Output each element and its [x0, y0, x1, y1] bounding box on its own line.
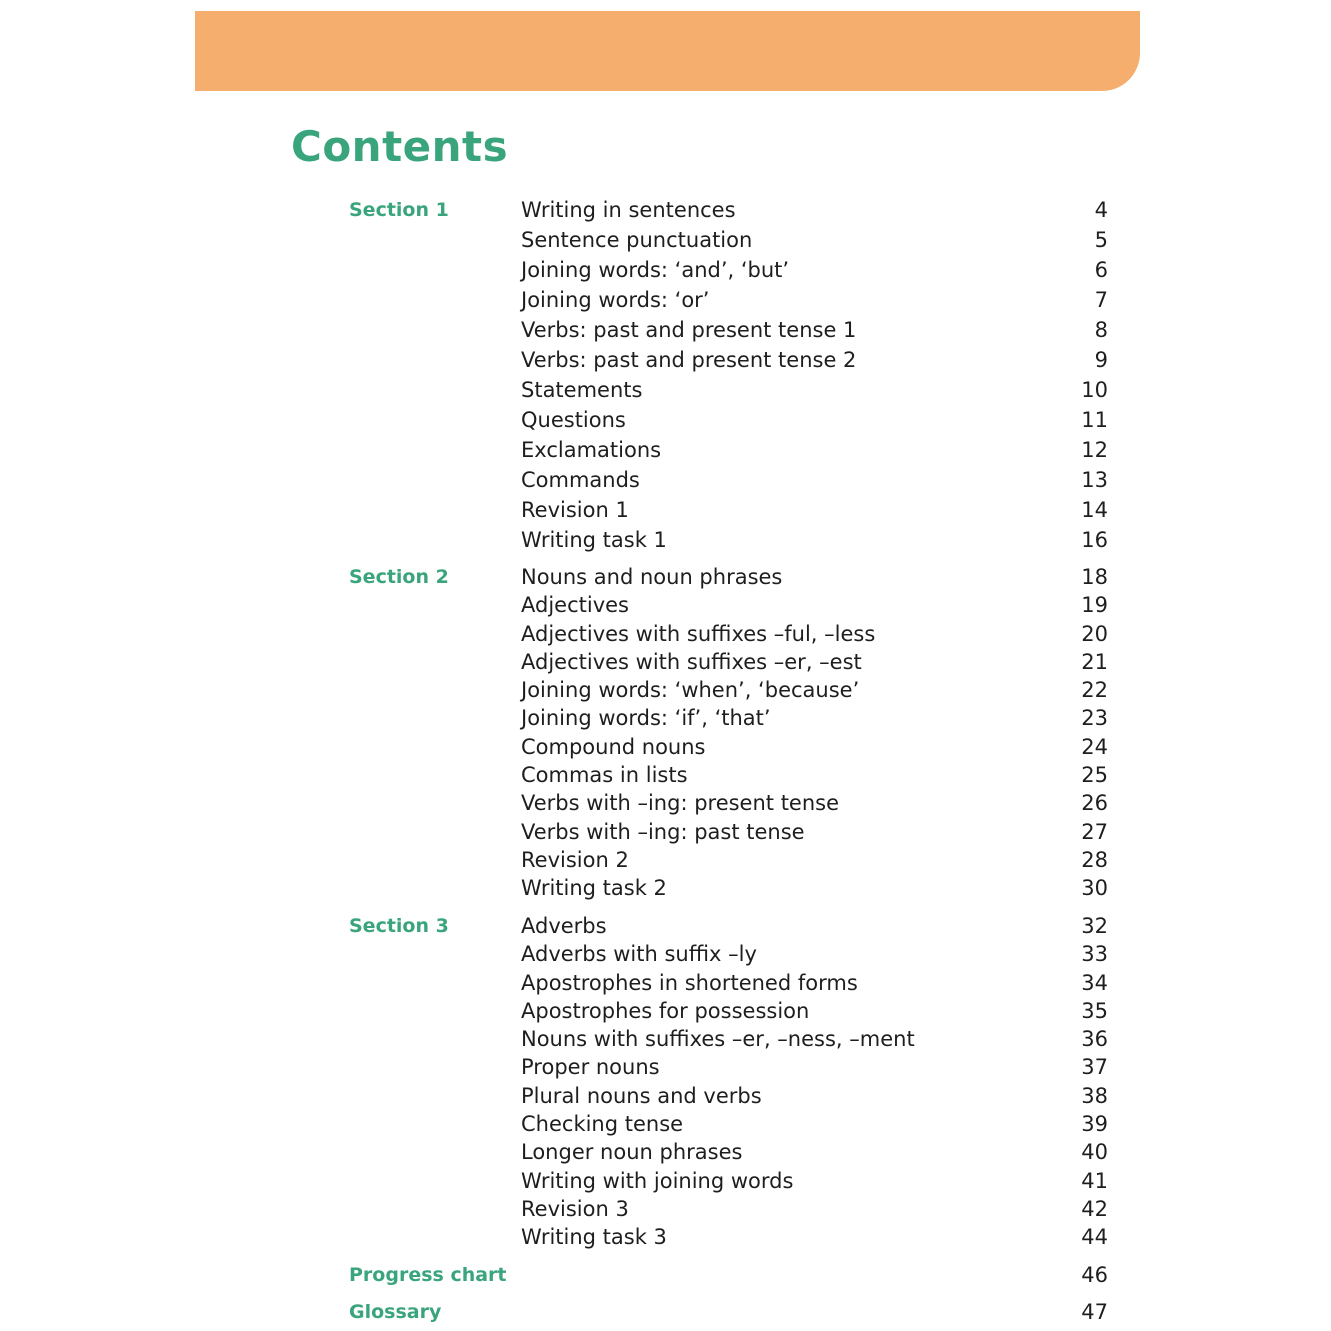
- entry-title: Adverbs with suffix –ly: [521, 942, 757, 967]
- entry-title: Revision 1: [521, 498, 629, 522]
- entry-title: Sentence punctuation: [521, 228, 753, 252]
- entry-page-number: 44: [1081, 1225, 1108, 1250]
- entry-title: Questions: [521, 408, 626, 432]
- entry-title: Verbs with –ing: present tense: [521, 791, 840, 816]
- toc-entry[interactable]: [0, 1194, 1331, 1222]
- entry-title: Compound nouns: [521, 734, 706, 759]
- entry-page-number: 27: [1081, 819, 1108, 844]
- toc-glossary[interactable]: [0, 1297, 1331, 1327]
- toc-entry[interactable]: [0, 525, 1331, 555]
- entry-title: Verbs: past and present tense 2: [521, 348, 857, 372]
- entry-page-number: 4: [1094, 198, 1108, 222]
- toc-entry[interactable]: [0, 315, 1331, 345]
- toc-entry[interactable]: [0, 345, 1331, 375]
- toc-entry[interactable]: [0, 873, 1331, 901]
- entry-title: Writing with joining words: [521, 1168, 794, 1193]
- toc-entry[interactable]: [0, 996, 1331, 1024]
- entry-page-number: 36: [1081, 1027, 1108, 1052]
- entry-page-number: 8: [1094, 318, 1108, 342]
- page-title: Contents: [291, 122, 509, 171]
- entry-title: Writing in sentences: [521, 198, 736, 222]
- entry-page-number: 35: [1081, 998, 1108, 1023]
- entry-title: Adjectives: [521, 593, 629, 618]
- entry-page-number: 40: [1081, 1140, 1108, 1165]
- entry-page-number: 34: [1081, 970, 1108, 995]
- entry-page-number: 20: [1081, 621, 1108, 646]
- entry-page-number: 10: [1081, 378, 1108, 402]
- entry-title: Adjectives with suffixes –ful, –less: [521, 621, 876, 646]
- entry-page-number: 26: [1081, 791, 1108, 816]
- toc-entry[interactable]: [0, 562, 1331, 590]
- toc-entry[interactable]: [0, 911, 1331, 939]
- toc-entry[interactable]: [0, 195, 1331, 225]
- toc-entry[interactable]: [0, 703, 1331, 731]
- entry-page-number: 11: [1081, 408, 1108, 432]
- header-banner: [195, 11, 1140, 91]
- extra-label: Glossary: [349, 1301, 442, 1323]
- entry-title: Adverbs: [521, 914, 607, 938]
- entry-page-number: 33: [1081, 942, 1108, 967]
- entry-title: Writing task 1: [521, 528, 667, 552]
- entry-title: Joining words: ‘if’, ‘that’: [521, 706, 771, 731]
- toc-entry[interactable]: [0, 647, 1331, 675]
- entry-page-number: 42: [1081, 1196, 1108, 1221]
- entry-title: Verbs: past and present tense 1: [521, 318, 857, 342]
- entry-title: Longer noun phrases: [521, 1140, 743, 1165]
- toc-entry[interactable]: [0, 939, 1331, 967]
- entry-page-number: 14: [1081, 498, 1108, 522]
- entry-page-number: 12: [1081, 438, 1108, 462]
- entry-title: Commands: [521, 468, 640, 492]
- entry-title: Nouns with suffixes –er, –ness, –ment: [521, 1027, 915, 1052]
- section-entries: [0, 195, 1331, 555]
- toc-entry[interactable]: [0, 845, 1331, 873]
- entry-title: Adjectives with suffixes –er, –est: [521, 649, 862, 674]
- entry-page-number: 21: [1081, 649, 1108, 674]
- entry-title: Apostrophes in shortened forms: [521, 970, 858, 995]
- entry-title: Joining words: ‘and’, ‘but’: [521, 258, 790, 282]
- toc-entry[interactable]: [0, 465, 1331, 495]
- entry-page-number: 6: [1094, 258, 1108, 282]
- entry-title: Exclamations: [521, 438, 662, 462]
- section-label[interactable]: Section 2: [349, 566, 449, 588]
- entry-title: Revision 3: [521, 1196, 629, 1221]
- entry-title: Joining words: ‘when’, ‘because’: [521, 678, 860, 703]
- toc-entry[interactable]: [0, 590, 1331, 618]
- toc-entry[interactable]: [0, 405, 1331, 435]
- extra-label: Progress chart: [349, 1264, 507, 1286]
- entry-page-number: 38: [1081, 1083, 1108, 1108]
- toc-progress-chart[interactable]: [0, 1260, 1331, 1290]
- toc-entry[interactable]: [0, 675, 1331, 703]
- entry-page-number: 39: [1081, 1112, 1108, 1137]
- entry-title: Writing task 2: [521, 876, 667, 901]
- entry-title: Joining words: ‘or’: [521, 288, 710, 312]
- entry-page-number: 46: [1081, 1263, 1108, 1287]
- entry-page-number: 47: [1081, 1300, 1108, 1324]
- entry-page-number: 37: [1081, 1055, 1108, 1080]
- toc-entry[interactable]: [0, 1024, 1331, 1052]
- entry-page-number: 28: [1081, 847, 1108, 872]
- toc-entry[interactable]: [0, 1166, 1331, 1194]
- section-entries: [0, 911, 1331, 1251]
- toc-entry[interactable]: [0, 1222, 1331, 1250]
- entry-page-number: 9: [1094, 348, 1108, 372]
- toc-entry[interactable]: [0, 1109, 1331, 1137]
- entry-title: Checking tense: [521, 1112, 684, 1137]
- toc-entry[interactable]: [0, 1052, 1331, 1080]
- toc-entry[interactable]: [0, 225, 1331, 255]
- entry-title: Plural nouns and verbs: [521, 1083, 762, 1108]
- entry-page-number: 19: [1081, 593, 1108, 618]
- toc-entry[interactable]: [0, 1137, 1331, 1165]
- entry-title: Proper nouns: [521, 1055, 660, 1080]
- entry-page-number: 13: [1081, 468, 1108, 492]
- toc-entry[interactable]: [0, 285, 1331, 315]
- entry-title: Writing task 3: [521, 1225, 667, 1250]
- entry-title: Verbs with –ing: past tense: [521, 819, 805, 844]
- toc-entry[interactable]: [0, 1081, 1331, 1109]
- toc-entry[interactable]: [0, 375, 1331, 405]
- entry-title: Commas in lists: [521, 763, 688, 788]
- toc-entry[interactable]: [0, 255, 1331, 285]
- entry-title: Statements: [521, 378, 643, 402]
- toc-entry[interactable]: [0, 760, 1331, 788]
- entry-title: Revision 2: [521, 847, 629, 872]
- toc-entry[interactable]: [0, 619, 1331, 647]
- toc-entry[interactable]: [0, 788, 1331, 816]
- entry-page-number: 7: [1094, 288, 1108, 312]
- entry-page-number: 32: [1081, 914, 1108, 938]
- section-label[interactable]: Section 3: [349, 915, 449, 937]
- entry-page-number: 22: [1081, 678, 1108, 703]
- entry-page-number: 5: [1094, 228, 1108, 252]
- toc-entry[interactable]: [0, 495, 1331, 525]
- entry-page-number: 24: [1081, 734, 1108, 759]
- toc-entry[interactable]: [0, 968, 1331, 996]
- toc-entry[interactable]: [0, 817, 1331, 845]
- section-label[interactable]: Section 1: [349, 199, 449, 221]
- entry-page-number: 25: [1081, 763, 1108, 788]
- entry-page-number: 30: [1081, 876, 1108, 901]
- entry-page-number: 16: [1081, 528, 1108, 552]
- section-entries: [0, 562, 1331, 902]
- entry-title: Nouns and noun phrases: [521, 565, 783, 589]
- entry-page-number: 41: [1081, 1168, 1108, 1193]
- entry-page-number: 23: [1081, 706, 1108, 731]
- entry-title: Apostrophes for possession: [521, 998, 810, 1023]
- toc-entry[interactable]: [0, 732, 1331, 760]
- entry-page-number: 18: [1081, 565, 1108, 589]
- toc-entry[interactable]: [0, 435, 1331, 465]
